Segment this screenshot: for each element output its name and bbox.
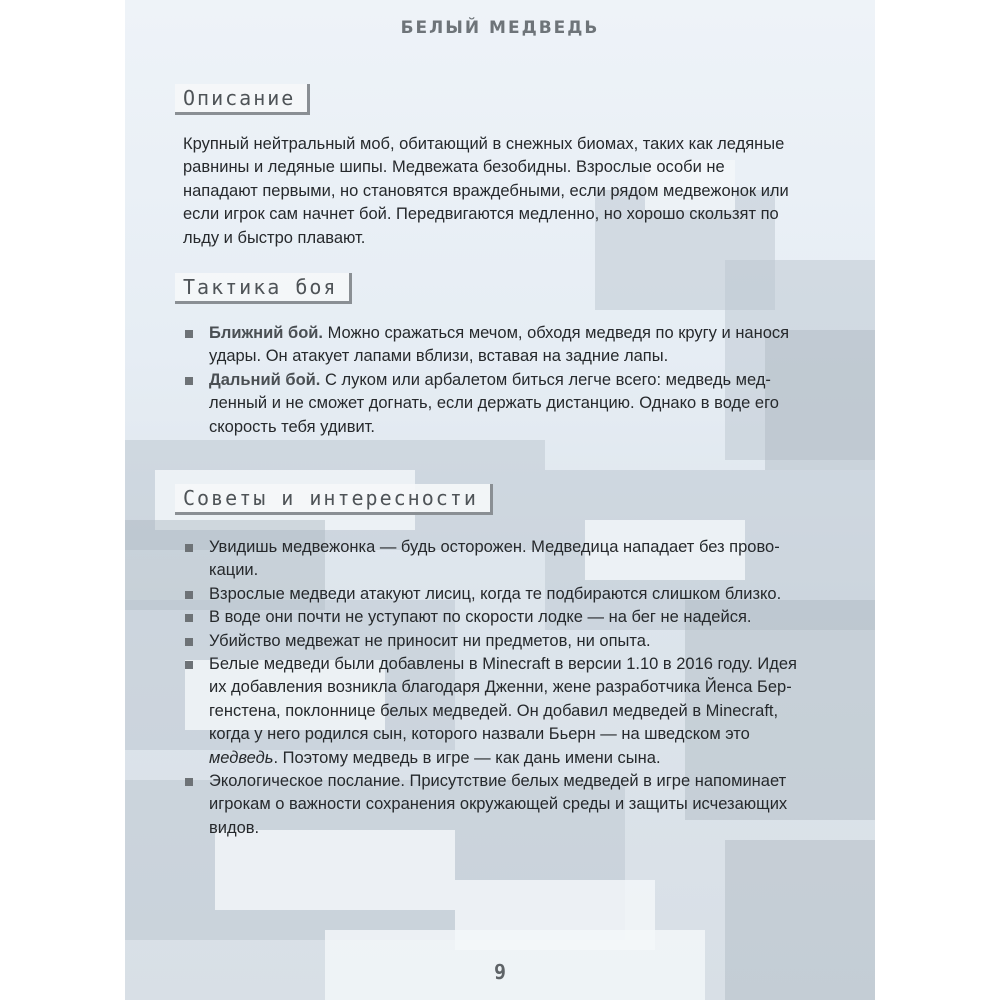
list-item-text: В воде они почти не уступают по скорости лодке — на бег не надейся.: [209, 608, 752, 627]
list-item-text: Взрослые медведи атакуют лисиц, когда те подбираются слишком близко.: [209, 584, 782, 603]
section-heading-tactics: Тактика боя: [175, 273, 352, 304]
square-bullet-icon: [185, 591, 193, 599]
tips-list-block: [183, 536, 803, 840]
list-item: [183, 630, 803, 653]
tips-list: [183, 536, 803, 840]
list-item: [183, 536, 803, 583]
section-heading-tips: Советы и интересности: [175, 484, 493, 515]
list-item-italic-word: медведь: [209, 748, 274, 767]
list-item-text: Убийство медвежат не приносит ни предметов, ни опыта.: [209, 631, 651, 650]
list-item-text: Экологическое послание. Присутствие белых медведей в игре напоминает игрокам о важности сохранения окружающей среды и защиты исчезающих видов.: [209, 772, 788, 837]
section-heading-description: Описание: [175, 84, 310, 115]
list-item: [183, 770, 803, 840]
list-item: [183, 583, 803, 606]
list-item-text: Можно сражаться мечом, обходя медведя по кругу и нанося удары. Он атакует лапами вблизи, вставая на задние лапы.: [209, 324, 790, 366]
square-bullet-icon: [185, 377, 193, 385]
list-item: [183, 322, 803, 369]
list-item-text: . Поэтому медведь в игре — как дань имени сына.: [273, 748, 661, 767]
page-number: 9: [493, 960, 507, 984]
description-paragraph: [183, 133, 803, 250]
square-bullet-icon: [185, 544, 193, 552]
running-head: БЕЛЫЙ МЕДВЕДЬ: [400, 18, 600, 38]
list-item-text: Увидишь медвежонка — будь осторожен. Медведица нападает без провокации.: [209, 538, 780, 580]
list-item-text: С луком или арбалетом биться легче всего: медведь медленный и не сможет догнать, если держать дистанцию. Однако в воде его скорость тебя удивит.: [209, 370, 779, 436]
list-item-term: Ближний бой.: [209, 324, 324, 342]
book-page: [125, 0, 875, 1000]
square-bullet-icon: [185, 614, 193, 622]
list-item: [183, 369, 803, 439]
list-item-term: Дальний бой.: [209, 370, 321, 389]
square-bullet-icon: [185, 330, 193, 338]
list-item: [183, 653, 803, 770]
description-text: Крупный нейтральный моб, обитающий в снежных биомах, таких как ледяные равнины и ледяные шипы. Медвежата безобидны. Взрослые особи не нападают первыми, но становятся враждебными, если рядом медвежонок или если игрок сам начнет бой. Передвигаются медленно, но хорошо скользят по льду и быстро плавают.: [183, 135, 789, 247]
tactics-list-block: [183, 322, 803, 439]
square-bullet-icon: [185, 778, 193, 786]
tactics-list: [183, 322, 803, 439]
list-item: [183, 606, 803, 629]
square-bullet-icon: [185, 638, 193, 646]
list-item-text: Белые медведи были добавлены в Minecraft в версии 1.10 в 2016 году. Идея их добавления возникла благодаря Дженни, жене разработчика Йенса Бергенстена, поклоннице белых медведей. Он добавил медведей в Minecraft, когда у него родился сын, которого назвали Бьерн — на шведском это: [209, 655, 797, 744]
square-bullet-icon: [185, 661, 193, 669]
